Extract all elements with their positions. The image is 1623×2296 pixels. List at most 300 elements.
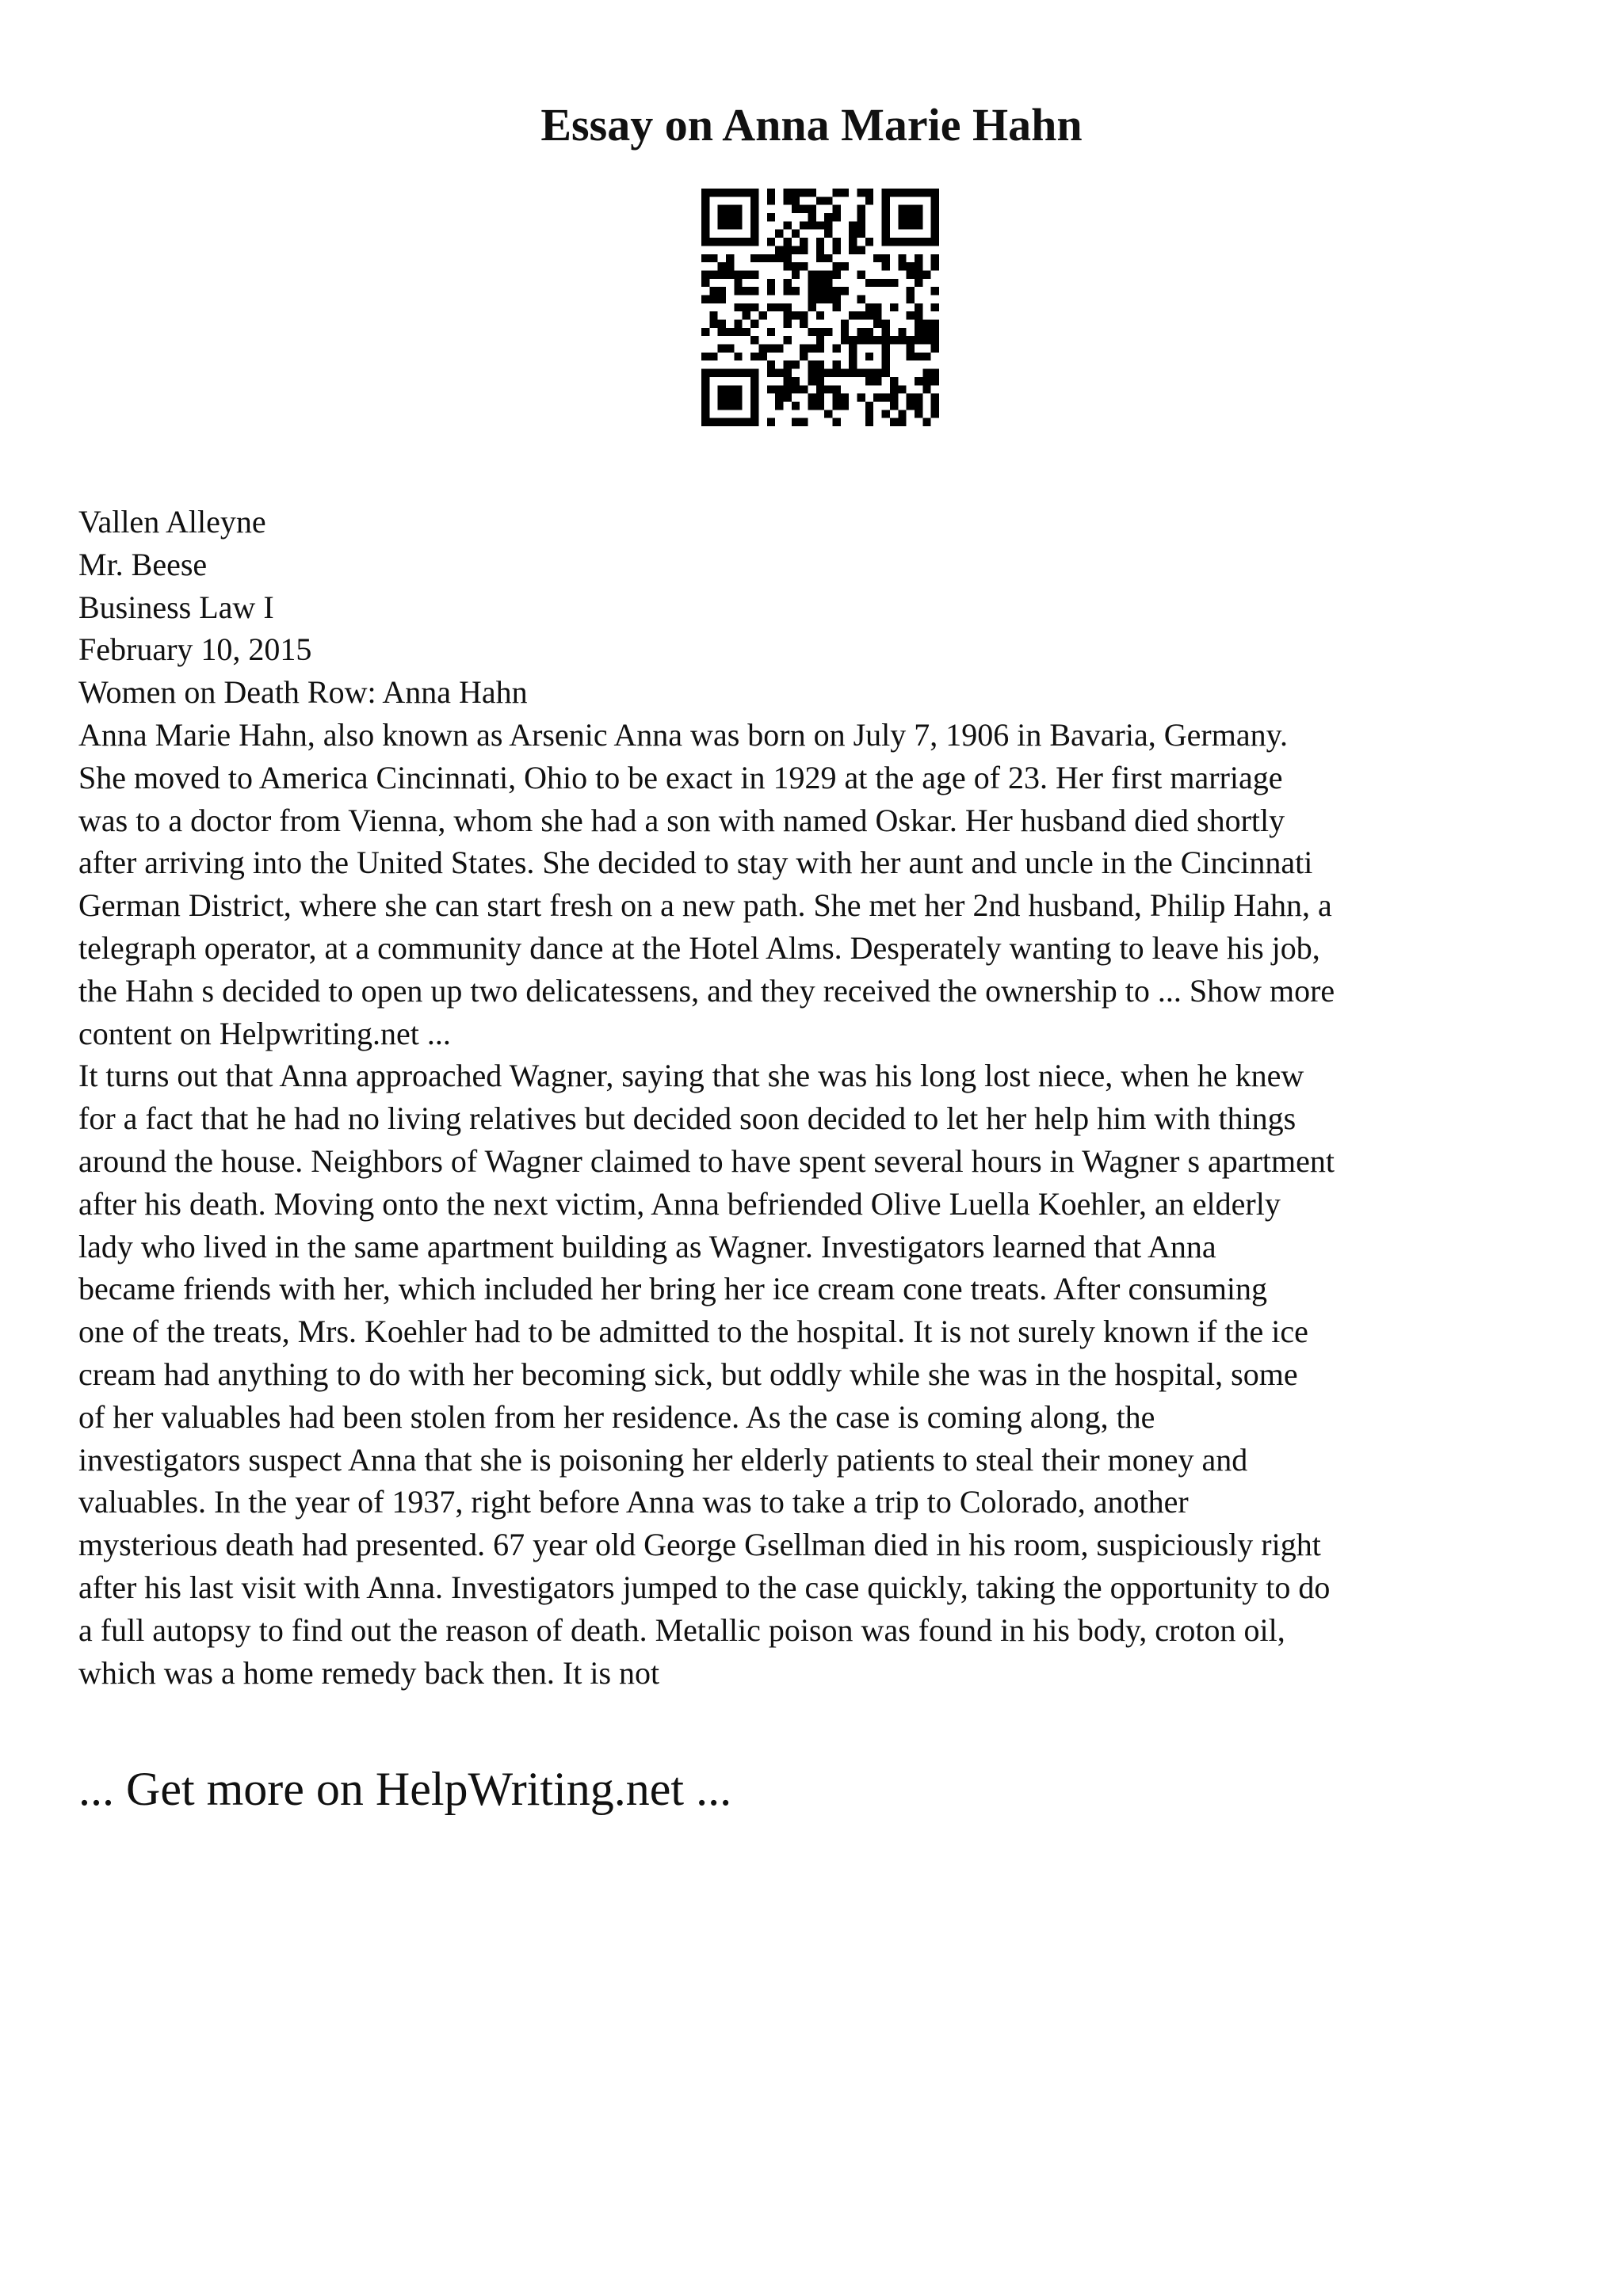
qr-module xyxy=(718,213,726,221)
qr-module xyxy=(783,238,791,246)
qr-module xyxy=(931,262,939,270)
qr-module xyxy=(915,336,922,344)
essay-subtitle: Women on Death Row: Anna Hahn xyxy=(78,674,528,711)
qr-module xyxy=(816,295,824,303)
qr-module xyxy=(922,369,930,377)
qr-module xyxy=(750,385,758,393)
qr-module xyxy=(800,320,808,328)
qr-module xyxy=(743,287,750,295)
qr-module xyxy=(915,402,922,410)
qr-module xyxy=(718,205,726,213)
paragraph-line: was to a doctor from Vienna, whom she had a son with named Oskar. Her husband died shortly xyxy=(78,802,1285,838)
qr-module xyxy=(758,353,766,360)
qr-module xyxy=(783,369,791,377)
qr-module xyxy=(922,385,930,393)
paragraph-2 xyxy=(78,1055,1560,1694)
qr-module xyxy=(882,328,890,336)
qr-module xyxy=(907,295,915,303)
qr-module xyxy=(808,369,815,377)
qr-module xyxy=(857,221,865,229)
qr-module xyxy=(718,394,726,402)
instructor-name: Mr. Beese xyxy=(78,546,208,582)
qr-module xyxy=(792,311,800,319)
qr-module xyxy=(882,410,890,418)
qr-module xyxy=(857,328,865,336)
qr-module xyxy=(743,369,750,377)
qr-module xyxy=(750,402,758,410)
qr-module xyxy=(931,320,939,328)
qr-module xyxy=(882,205,890,213)
qr-module xyxy=(734,418,742,426)
qr-module xyxy=(931,238,939,246)
qr-module xyxy=(816,270,824,278)
qr-module xyxy=(792,270,800,278)
qr-module xyxy=(907,213,915,221)
qr-module xyxy=(726,270,734,278)
qr-module xyxy=(865,189,873,196)
qr-module xyxy=(783,279,791,287)
qr-module xyxy=(783,360,791,368)
qr-module xyxy=(709,369,717,377)
qr-module xyxy=(701,189,709,196)
qr-module xyxy=(849,336,857,344)
essay-header xyxy=(78,501,1560,714)
qr-module xyxy=(922,189,930,196)
qr-module xyxy=(718,402,726,410)
qr-module xyxy=(743,270,750,278)
qr-module xyxy=(816,287,824,295)
qr-module xyxy=(841,189,849,196)
qr-module xyxy=(873,320,881,328)
qr-module xyxy=(931,394,939,402)
qr-module xyxy=(931,254,939,262)
qr-module xyxy=(808,221,815,229)
qr-module xyxy=(808,270,815,278)
qr-module xyxy=(915,221,922,229)
paragraph-line: investigators suspect Anna that she is poisoning her elderly patients to steal their money and xyxy=(78,1441,1248,1478)
qr-module xyxy=(816,394,824,402)
qr-module xyxy=(882,353,890,360)
qr-module xyxy=(743,238,750,246)
qr-module xyxy=(898,262,906,270)
qr-module xyxy=(775,385,783,393)
qr-module xyxy=(824,328,832,336)
qr-module xyxy=(750,230,758,238)
qr-module xyxy=(931,196,939,204)
qr-module xyxy=(734,402,742,410)
qr-module xyxy=(709,320,717,328)
qr-module xyxy=(783,246,791,254)
qr-module xyxy=(816,369,824,377)
qr-module xyxy=(873,254,881,262)
paragraph-line: a full autopsy to find out the reason of death. Metallic poison was found in his body, croton oil, xyxy=(78,1611,1285,1648)
qr-module xyxy=(792,205,800,213)
qr-module xyxy=(841,262,849,270)
author-name: Vallen Alleyne xyxy=(78,504,266,540)
qr-module xyxy=(734,213,742,221)
qr-module xyxy=(865,418,873,426)
qr-module xyxy=(857,336,865,344)
qr-module xyxy=(857,230,865,238)
qr-module xyxy=(701,213,709,221)
qr-module xyxy=(890,189,898,196)
qr-module xyxy=(824,385,832,393)
paragraph-line: for a fact that he had no living relatives but decided soon decided to let her help him with things xyxy=(78,1100,1296,1137)
qr-module xyxy=(882,336,890,344)
qr-module xyxy=(915,353,922,360)
qr-module xyxy=(890,303,898,311)
qr-module xyxy=(750,369,758,377)
qr-module xyxy=(833,213,841,221)
qr-module xyxy=(750,196,758,204)
qr-module xyxy=(931,213,939,221)
paragraph-line: the Hahn s decided to open up two delicatessens, and they received the ownership to ... Show more xyxy=(78,972,1335,1009)
qr-module xyxy=(915,270,922,278)
qr-module xyxy=(701,410,709,418)
qr-module xyxy=(816,345,824,353)
paragraph-line: mysterious death had presented. 67 year old George Gsellman died in his room, suspiciously right xyxy=(78,1527,1321,1563)
qr-module xyxy=(726,345,734,353)
qr-module xyxy=(718,320,726,328)
qr-module xyxy=(833,270,841,278)
qr-module xyxy=(915,189,922,196)
qr-module xyxy=(743,303,750,311)
qr-module xyxy=(808,394,815,402)
qr-module xyxy=(873,336,881,344)
qr-module xyxy=(865,369,873,377)
qr-module xyxy=(750,238,758,246)
qr-module xyxy=(873,394,881,402)
essay-date: February 10, 2015 xyxy=(78,631,312,668)
qr-module xyxy=(808,402,815,410)
qr-module xyxy=(816,377,824,385)
qr-module xyxy=(783,320,791,328)
qr-module xyxy=(800,262,808,270)
qr-module xyxy=(931,303,939,311)
qr-module xyxy=(890,418,898,426)
qr-module xyxy=(758,311,766,319)
qr-module xyxy=(734,189,742,196)
qr-module xyxy=(792,230,800,238)
qr-module xyxy=(792,262,800,270)
qr-module xyxy=(775,369,783,377)
qr-module xyxy=(750,320,758,328)
qr-module xyxy=(726,213,734,221)
qr-module xyxy=(833,345,841,353)
qr-module xyxy=(890,279,898,287)
qr-module xyxy=(890,377,898,385)
qr-module xyxy=(718,189,726,196)
qr-module xyxy=(750,303,758,311)
qr-module xyxy=(865,402,873,410)
qr-module xyxy=(767,189,775,196)
qr-module xyxy=(882,238,890,246)
qr-module xyxy=(709,254,717,262)
qr-module xyxy=(857,270,865,278)
qr-module xyxy=(865,336,873,344)
qr-module xyxy=(824,270,832,278)
qr-module xyxy=(792,287,800,295)
qr-module xyxy=(726,221,734,229)
qr-module xyxy=(718,369,726,377)
qr-module xyxy=(701,385,709,393)
qr-module xyxy=(882,230,890,238)
qr-module xyxy=(783,262,791,270)
qr-module xyxy=(907,189,915,196)
qr-module xyxy=(931,402,939,410)
qr-module xyxy=(824,295,832,303)
qr-module xyxy=(709,311,717,319)
qr-module xyxy=(783,303,791,311)
qr-module xyxy=(915,377,922,385)
qr-module xyxy=(849,230,857,238)
qr-module xyxy=(726,262,734,270)
qr-module xyxy=(849,353,857,360)
qr-module xyxy=(750,254,758,262)
qr-module xyxy=(898,213,906,221)
qr-module xyxy=(882,394,890,402)
qr-module xyxy=(824,410,832,418)
qr-module xyxy=(849,360,857,368)
qr-module xyxy=(865,279,873,287)
qr-module xyxy=(898,336,906,344)
qr-module xyxy=(849,246,857,254)
paragraph-line: telegraph operator, at a community dance at the Hotel Alms. Desperately wanting to leave his job, xyxy=(78,929,1320,966)
qr-module xyxy=(931,189,939,196)
qr-module xyxy=(750,353,758,360)
qr-module xyxy=(865,410,873,418)
qr-module xyxy=(783,385,791,393)
qr-module xyxy=(750,377,758,385)
qr-module xyxy=(767,360,775,368)
qr-module xyxy=(808,360,815,368)
qr-module xyxy=(898,205,906,213)
qr-module xyxy=(882,279,890,287)
qr-module xyxy=(907,205,915,213)
qr-module xyxy=(767,418,775,426)
qr-module xyxy=(857,295,865,303)
qr-module xyxy=(718,295,726,303)
qr-module xyxy=(767,385,775,393)
qr-module xyxy=(701,418,709,426)
qr-module xyxy=(800,189,808,196)
qr-module xyxy=(841,336,849,344)
qr-module xyxy=(890,394,898,402)
qr-module xyxy=(701,377,709,385)
qr-module xyxy=(709,270,717,278)
qr-module xyxy=(841,369,849,377)
qr-module xyxy=(767,287,775,295)
qr-module xyxy=(726,369,734,377)
qr-module xyxy=(882,360,890,368)
qr-module xyxy=(792,418,800,426)
qr-module xyxy=(865,377,873,385)
qr-module xyxy=(701,369,709,377)
qr-module xyxy=(767,254,775,262)
qr-module xyxy=(734,303,742,311)
qr-module xyxy=(709,287,717,295)
paragraph-line: lady who lived in the same apartment building as Wagner. Investigators learned that Anna xyxy=(78,1228,1216,1264)
qr-module xyxy=(833,385,841,393)
qr-module xyxy=(816,402,824,410)
qr-module xyxy=(824,369,832,377)
qr-module xyxy=(767,303,775,311)
qr-module xyxy=(750,205,758,213)
qr-module xyxy=(931,205,939,213)
qr-module xyxy=(833,360,841,368)
qr-module xyxy=(907,394,915,402)
qr-module xyxy=(882,213,890,221)
paragraph-line: valuables. In the year of 1937, right before Anna was to take a trip to Colorado, another xyxy=(78,1484,1189,1520)
qr-module xyxy=(931,377,939,385)
qr-module xyxy=(743,328,750,336)
qr-module xyxy=(816,360,824,368)
qr-module xyxy=(701,402,709,410)
qr-module xyxy=(816,279,824,287)
qr-module xyxy=(816,246,824,254)
qr-module xyxy=(907,336,915,344)
qr-module xyxy=(767,196,775,204)
qr-module xyxy=(718,238,726,246)
qr-module xyxy=(857,369,865,377)
qr-module xyxy=(792,246,800,254)
qr-module xyxy=(783,196,791,204)
qr-module xyxy=(808,213,815,221)
qr-module xyxy=(783,221,791,229)
qr-module xyxy=(824,230,832,238)
qr-module xyxy=(915,320,922,328)
qr-module xyxy=(931,287,939,295)
qr-module xyxy=(718,345,726,353)
qr-module xyxy=(792,360,800,368)
qr-module xyxy=(882,345,890,353)
qr-module xyxy=(816,254,824,262)
qr-module xyxy=(922,270,930,278)
qr-module xyxy=(931,230,939,238)
qr-module xyxy=(775,230,783,238)
qr-module xyxy=(931,336,939,344)
qr-module xyxy=(833,295,841,303)
qr-module xyxy=(898,418,906,426)
qr-module xyxy=(701,221,709,229)
qr-module xyxy=(709,295,717,303)
paragraph-line: around the house. Neighbors of Wagner claimed to have spent several hours in Wagner s apartment xyxy=(78,1142,1335,1179)
qr-module xyxy=(767,369,775,377)
qr-module xyxy=(750,213,758,221)
qr-module xyxy=(915,279,922,287)
qr-module xyxy=(783,189,791,196)
qr-module xyxy=(857,213,865,221)
qr-module xyxy=(783,377,791,385)
qr-module xyxy=(767,345,775,353)
qr-module xyxy=(922,377,930,385)
get-more-link[interactable]: ... Get more on HelpWriting.net ... xyxy=(78,1763,732,1815)
qr-module xyxy=(734,205,742,213)
qr-module xyxy=(816,385,824,393)
qr-module xyxy=(800,418,808,426)
qr-module xyxy=(865,353,873,360)
qr-module xyxy=(726,328,734,336)
qr-module xyxy=(758,345,766,353)
qr-module xyxy=(783,311,791,319)
qr-module xyxy=(709,418,717,426)
qr-module xyxy=(743,189,750,196)
paragraph-line: after his last visit with Anna. Investigators jumped to the case quickly, taking the opportunity to do xyxy=(78,1569,1331,1605)
qr-module xyxy=(743,418,750,426)
qr-module xyxy=(882,254,890,262)
qr-module xyxy=(824,279,832,287)
qr-module xyxy=(816,311,824,319)
paragraph-line: It turns out that Anna approached Wagner, saying that she was his long lost niece, when he knew xyxy=(78,1058,1304,1094)
qr-module xyxy=(898,238,906,246)
paragraph-line: of her valuables had been stolen from her residence. As the case is coming along, the xyxy=(78,1398,1155,1435)
qr-module xyxy=(750,410,758,418)
qr-module xyxy=(882,189,890,196)
paragraph-line: after his death. Moving onto the next victim, Anna befriended Olive Luella Koehler, an elderly xyxy=(78,1185,1281,1222)
qr-module xyxy=(849,369,857,377)
qr-module xyxy=(808,295,815,303)
qr-module xyxy=(833,262,841,270)
qr-module xyxy=(726,189,734,196)
qr-module xyxy=(915,303,922,311)
qr-module xyxy=(701,205,709,213)
qr-module xyxy=(865,328,873,336)
qr-module xyxy=(701,230,709,238)
qr-module xyxy=(816,238,824,246)
qr-module xyxy=(873,369,881,377)
qr-module xyxy=(824,287,832,295)
qr-module xyxy=(792,196,800,204)
qr-module xyxy=(718,262,726,270)
qr-module xyxy=(701,196,709,204)
qr-module xyxy=(857,246,865,254)
qr-module xyxy=(734,369,742,377)
qr-module xyxy=(922,328,930,336)
qr-module xyxy=(808,328,815,336)
qr-module xyxy=(701,328,709,336)
qr-module xyxy=(808,303,815,311)
qr-module xyxy=(808,279,815,287)
qr-module xyxy=(931,345,939,353)
qr-module xyxy=(907,345,915,353)
qr-module xyxy=(758,254,766,262)
qr-module xyxy=(701,279,709,287)
qr-module xyxy=(907,402,915,410)
qr-module xyxy=(907,262,915,270)
qr-module xyxy=(701,238,709,246)
qr-module xyxy=(931,369,939,377)
qr-module xyxy=(800,345,808,353)
qr-module xyxy=(849,238,857,246)
qr-module xyxy=(767,279,775,287)
qr-module xyxy=(750,418,758,426)
qr-module xyxy=(775,345,783,353)
qr-module xyxy=(767,238,775,246)
qr-module xyxy=(709,189,717,196)
qr-module xyxy=(800,221,808,229)
qr-module xyxy=(701,394,709,402)
qr-module xyxy=(734,328,742,336)
qr-module xyxy=(922,238,930,246)
qr-module xyxy=(726,418,734,426)
qr-module xyxy=(816,336,824,344)
qr-module xyxy=(718,287,726,295)
qr-module xyxy=(824,213,832,221)
qr-module xyxy=(907,238,915,246)
qr-module xyxy=(907,353,915,360)
qr-module xyxy=(750,287,758,295)
qr-module xyxy=(898,189,906,196)
